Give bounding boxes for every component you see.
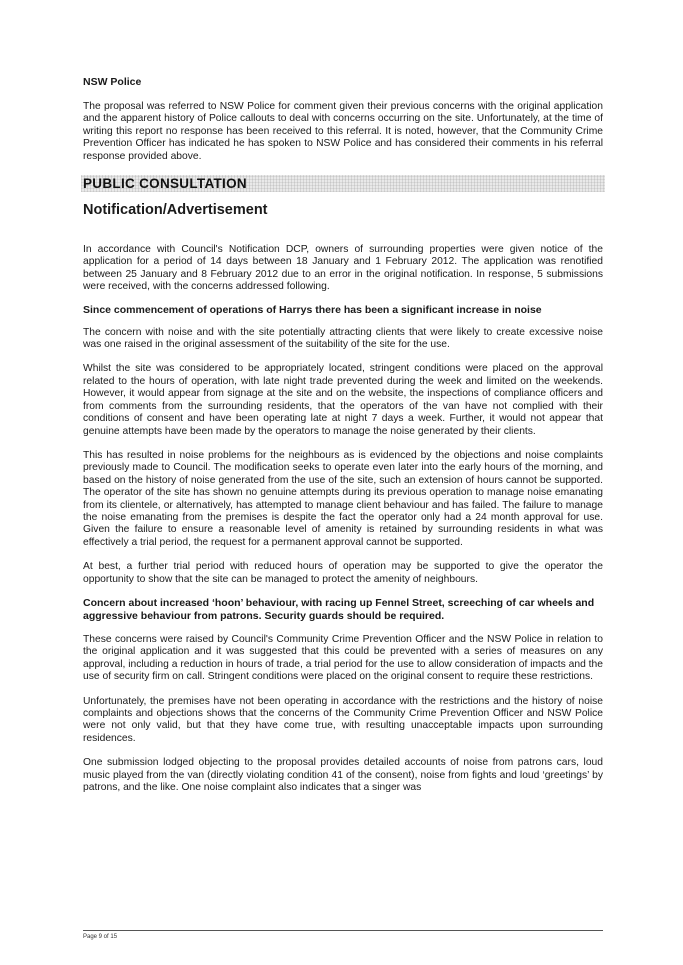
paragraph-noise-4: At best, a further trial period with reduced hours of operation may be supported to give the operator the opportunity to show that the site can be managed to protect the amenity of neighbours. <box>83 561 603 585</box>
heading-noise: Since commencement of operations of Harrys there has been a significant increase in noise <box>83 303 542 316</box>
paragraph-hoon-2: Unfortunately, the premises have not been operating in accordance with the restrictions and the history of noise complaints and objections shows that the concerns of the Community Crime Prevention Officer and NSW Police were not only valid, but that they have come true, with resulting unacceptable impacts upon surrounding residences. <box>83 695 603 744</box>
heading-nsw-police: NSW Police <box>83 76 142 88</box>
paragraph-noise-3: This has resulted in noise problems for the neighbours as is evidenced by the objections and noise complaints previously made to Council. The modification seeks to operate even later into the early hours of the morning, and based on the history of noise generated from the use of the site, such an extension of hours cannot be supported. The operator of the site has shown no genuine attempts during its previous operation to manage noise emanating from its clientele, or alternatively, has attempted to manage client behaviour and has failed. The failure to manage the noise emanating from the premises is despite the fact the operator only had a 24 month approval for use. Given the failure to ensure a reasonable level of amenity is retained by surrounding residents in what was effectively a trial period, the request for a permanent approval cannot be supported. <box>83 449 603 548</box>
paragraph-noise-1: The concern with noise and with the site potentially attracting clients that were likely to create excessive noise was one raised in the original assessment of the suitability of the site for the use. <box>83 326 603 351</box>
section-band <box>81 175 605 192</box>
paragraph-noise-2: Whilst the site was considered to be appropriately located, stringent conditions were placed on the approval related to the hours of operation, with late night trade prevented during the week and limited on the weekends. However, it would appear from signage at the site and on the website, the inspections of compliance officers and from comments from the surrounding residents, that the operators of the van have not complied with their conditions of consent and have been operating late at night 7 days a week. Further, it would not appear that genuine attempts have been made by the operators to manage the noise generated by their clients. <box>83 363 603 437</box>
paragraph-notification: In accordance with Council's Notification DCP, owners of surrounding properties were given notice of the application for a period of 14 days between 18 January and 1 February 2012. The application was renotified between 25 January and 8 February 2012 due to an error in the original notification. In response, 5 submissions were received, with the concerns addressed following. <box>83 244 603 293</box>
paragraph-hoon-1: These concerns were raised by Council's Community Crime Prevention Officer and the NSW Police in relation to the original application and it was suggested that this could be prevented with a series of measures on any approval, including a reduction in hours of trade, a trial period for the use to allow consideration of impacts and the use of security firm on call. Stringent conditions were placed on the original consent to require these restrictions. <box>83 633 603 683</box>
paragraph-hoon-3: One submission lodged objecting to the proposal provides detailed accounts of noise from patrons cars, loud music played from the van (directly violating condition 41 of the consent), noise from fights and loud ‘greetings’ by patrons, and the like. One noise complaint also indicates that a singer was <box>83 757 603 794</box>
page-number: Page 9 of 15 <box>83 934 118 940</box>
page-content <box>83 76 603 794</box>
section-band-title: PUBLIC CONSULTATION <box>83 176 247 192</box>
heading-hoon: Concern about increased ‘hoon’ behaviour, with racing up Fennel Street, screeching of car wheels and aggressive behaviour from patrons. Security guards should be required. <box>83 596 595 622</box>
paragraph-nsw-police: The proposal was referred to NSW Police for comment given their previous concerns with the original application and the apparent history of Police callouts to deal with concerns occurring on the site. Unfortunately, at the time of writing this report no response has been received to this referral. It is noted, however, that the Community Crime Prevention Officer has indicated he has spoken to NSW Police and has considered their comments in his referral response provided above. <box>83 101 603 162</box>
footer-divider <box>83 930 603 931</box>
heading-notification: Notification/Advertisement <box>83 202 268 219</box>
